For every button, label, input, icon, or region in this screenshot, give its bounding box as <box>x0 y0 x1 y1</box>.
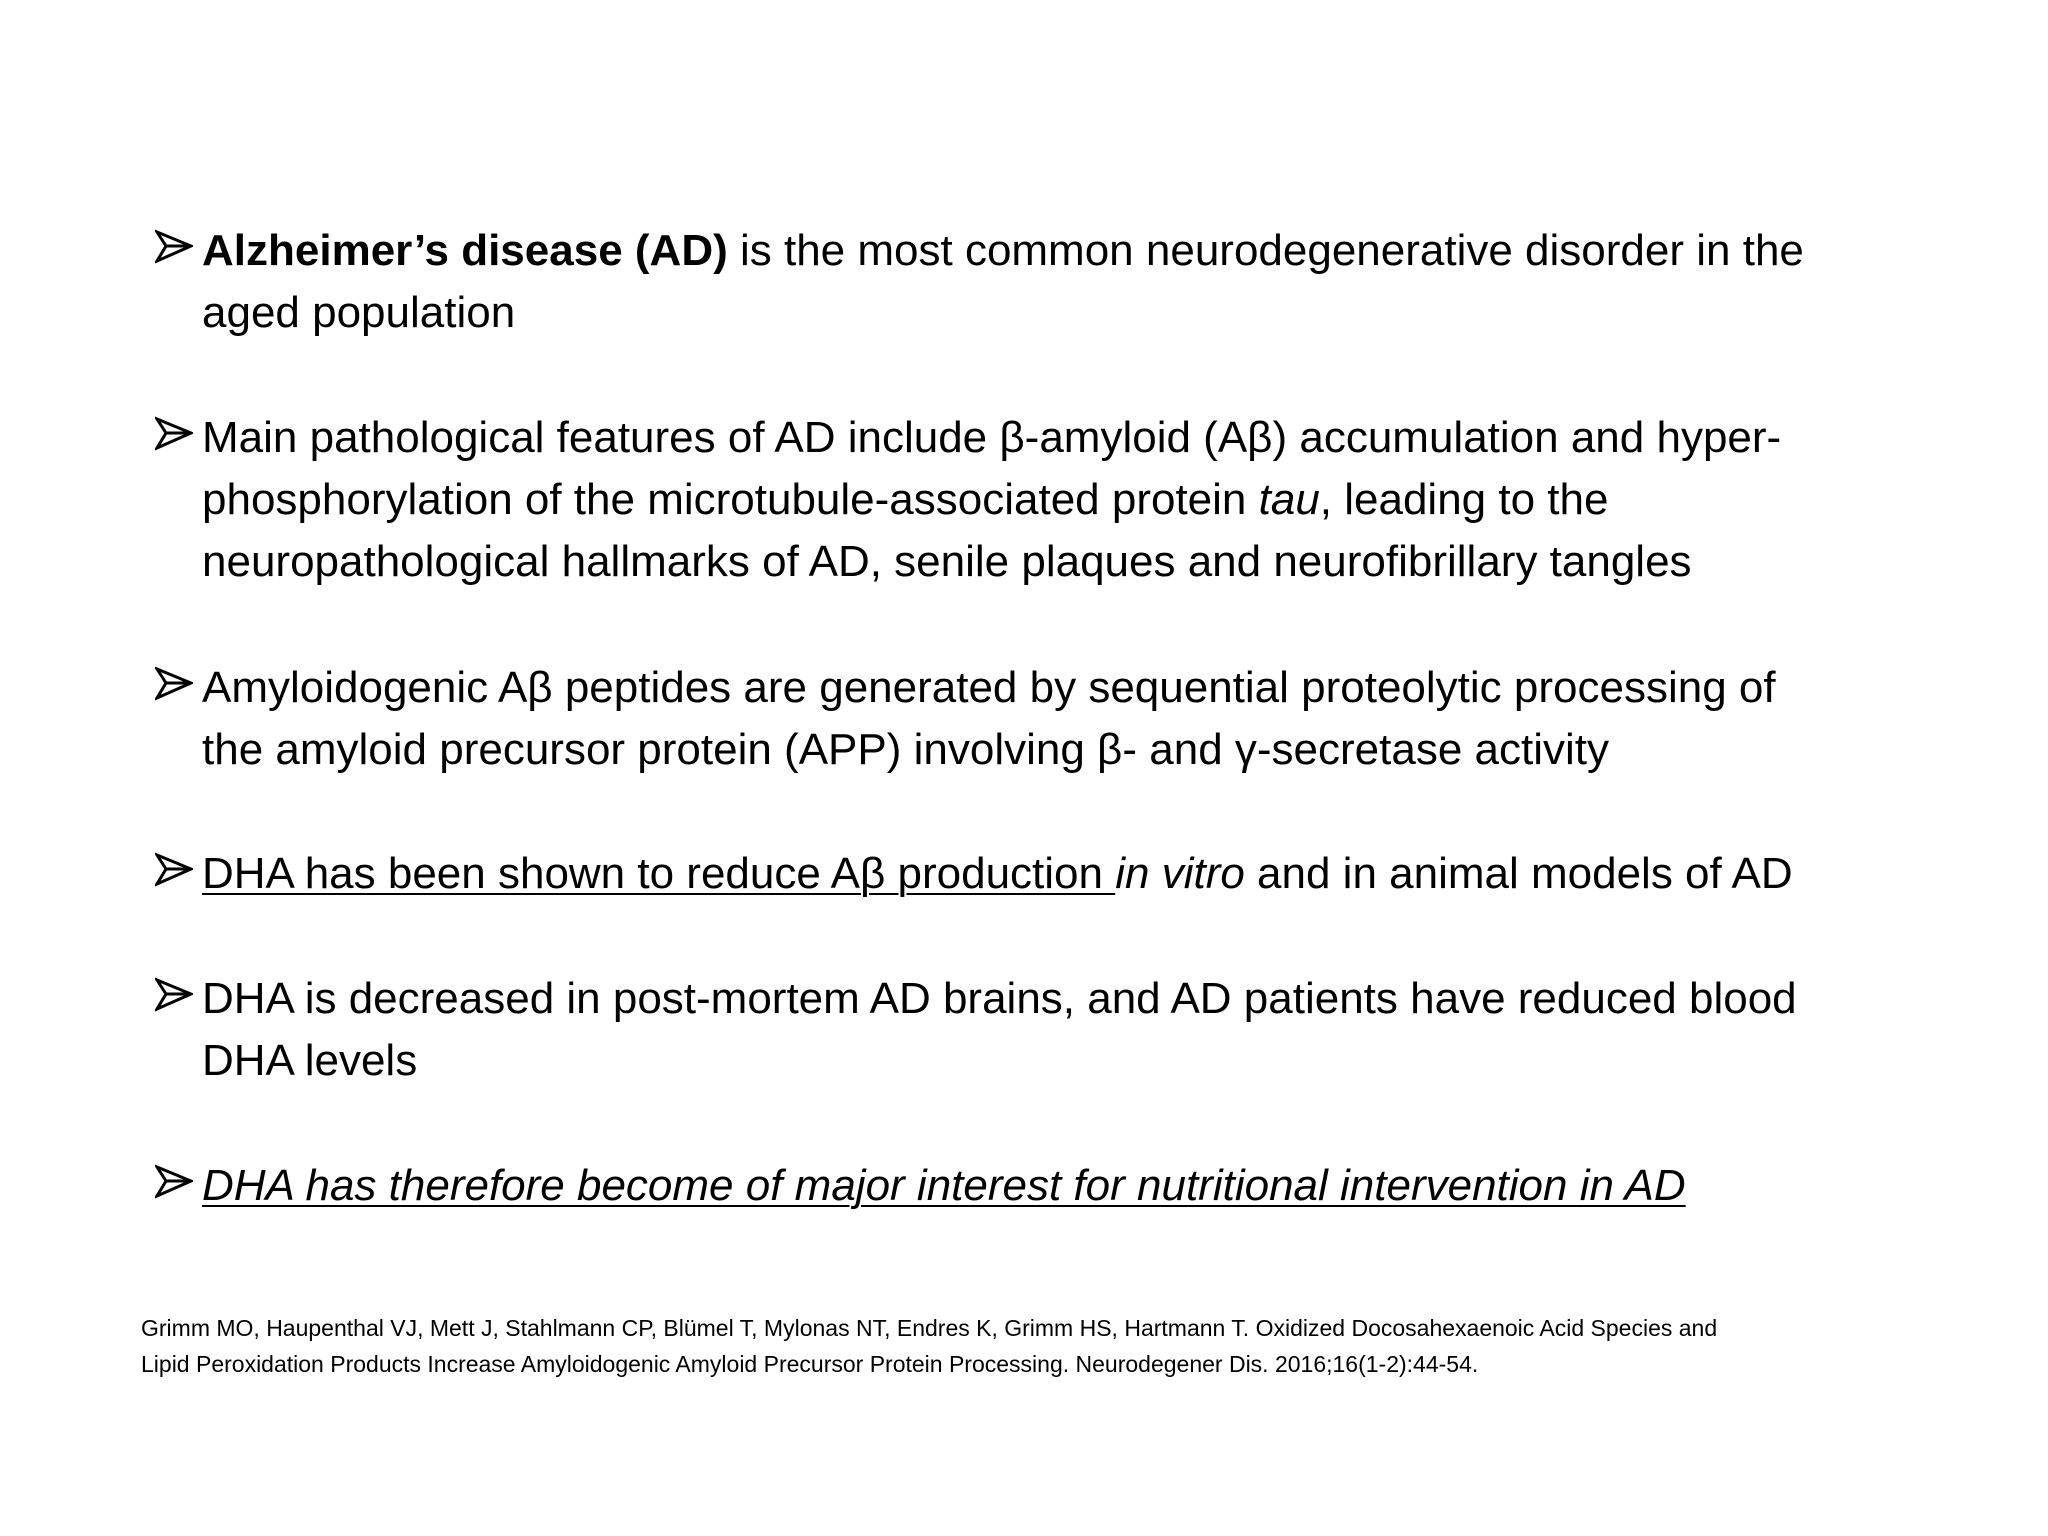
citation-line-2: Lipid Peroxidation Products Increase Amyloidogenic Amyloid Precursor Protein Processing. Neurodegener Dis. 2016;16(1-2):44-54. <box>141 1351 1479 1377</box>
bullet-item-1 <box>155 220 1945 344</box>
arrowhead-bullet-icon <box>155 415 193 451</box>
bullet-line <box>202 843 1945 905</box>
line-text: phosphorylation of the microtubule-associated protein <box>202 475 1259 524</box>
bullet-line <box>202 1155 1945 1217</box>
arrowhead-bullet-icon <box>155 665 193 701</box>
bullet-line: Main pathological features of AD include β-amyloid (Aβ) accumulation and hyper- <box>202 413 1782 462</box>
bullet-text <box>202 657 1945 781</box>
bullet-line <box>202 220 1945 282</box>
bullet-line: the amyloid precursor protein (APP) involving β- and γ-secretase activity <box>202 725 1609 774</box>
bold-term: Alzheimer’s disease (AD) <box>202 226 728 275</box>
bullet-text <box>202 968 1945 1092</box>
arrowhead-bullet-icon <box>155 976 193 1012</box>
conclusion-phrase: DHA has therefore become of major interest for nutritional intervention in AD <box>202 1161 1686 1210</box>
line-text: and in animal models of AD <box>1244 849 1793 898</box>
line-text: , leading to the <box>1319 475 1609 524</box>
arrowhead-bullet-icon <box>155 228 193 264</box>
italic-term: tau <box>1258 475 1320 524</box>
citation-line-1: Grimm MO, Haupenthal VJ, Mett J, Stahlmann CP, Blümel T, Mylonas NT, Endres K, Grimm HS, Hartmann T. Oxidized Docosahexaenoic Acid Species and <box>141 1315 1718 1341</box>
arrowhead-bullet-icon <box>155 851 193 887</box>
arrowhead-bullet-icon <box>155 1163 193 1199</box>
bullet-item-3 <box>155 657 1945 781</box>
bullet-line: Amyloidogenic Aβ peptides are generated by sequential proteolytic processing of <box>202 663 1776 712</box>
bullet-line: DHA is decreased in post-mortem AD brains, and AD patients have reduced blood <box>202 974 1797 1023</box>
bullet-item-2 <box>155 407 1945 593</box>
bullet-line: aged population <box>202 288 516 337</box>
citation-reference <box>141 1310 1971 1382</box>
bullet-text <box>202 220 1945 344</box>
bullet-text <box>202 407 1945 593</box>
bullet-item-6 <box>155 1155 1945 1217</box>
bullet-item-5 <box>155 968 1945 1092</box>
bullet-line: neuropathological hallmarks of AD, senile plaques and neurofibrillary tangles <box>202 537 1692 586</box>
underlined-phrase: DHA has been shown to reduce Aβ production <box>202 849 1116 898</box>
bullet-item-4 <box>155 843 1945 905</box>
italic-term: in vitro <box>1115 849 1245 898</box>
bullet-text <box>202 843 1945 905</box>
bullet-text <box>202 1155 1945 1217</box>
bullet-line <box>202 469 1945 531</box>
line-text: is the most common neurodegenerative disorder in the <box>727 226 1804 275</box>
bullet-line: DHA levels <box>202 1036 418 1085</box>
